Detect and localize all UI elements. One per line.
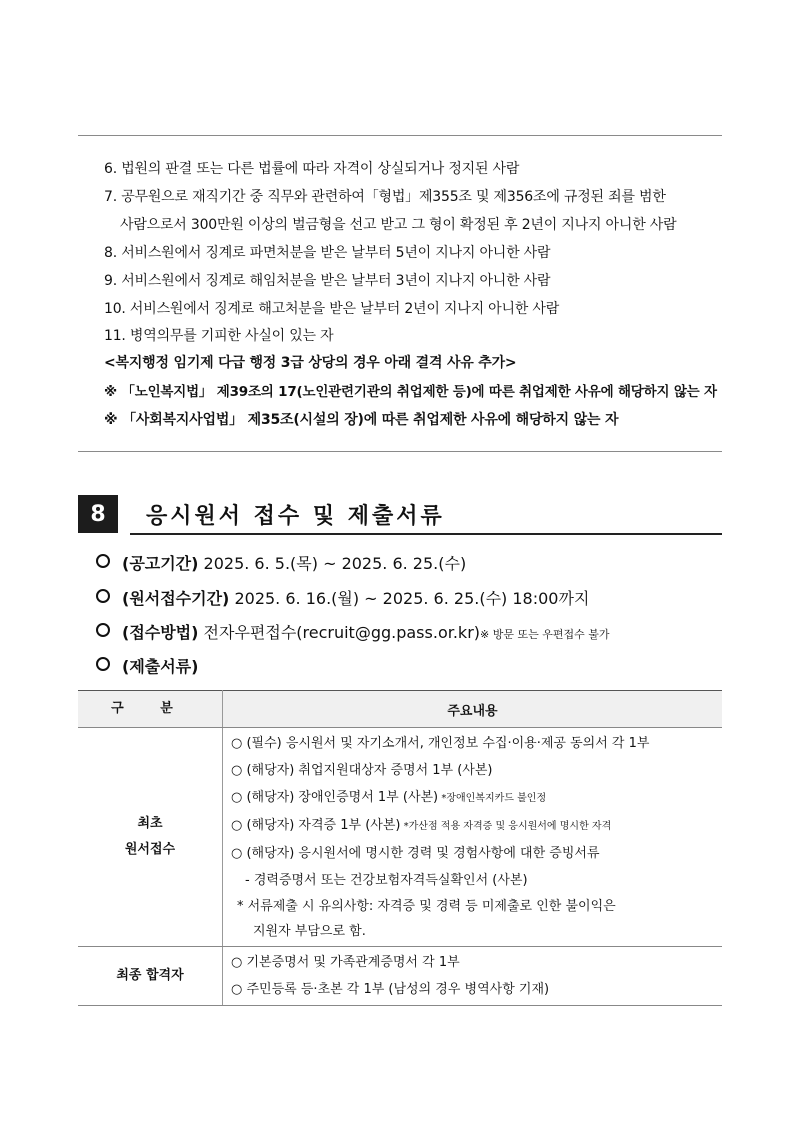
bullet-label: (공고기간) [122,554,199,573]
doc-item-note: *가산점 적용 자격증 및 응시원서에 명시한 자격 [400,821,612,832]
table-header-row [78,691,722,728]
doc-item-text: ○ (해당자) 취업지원대상자 증명서 1부 (사본) [231,763,493,778]
doc-item-text: ○ (해당자) 장애인증명서 1부 (사본) [231,790,439,805]
doc-item-text: ○ (해당자) 응시원서에 명시한 경력 및 경험사항에 대한 증빙서류 [231,846,600,861]
table-row-initial [78,728,722,947]
bullet-text: 2025. 6. 16.(월) ~ 2025. 6. 25.(수) 18:00까지 [229,589,590,608]
circle-bullet-icon [96,623,110,637]
section-number: 8 [78,495,118,533]
disqualification-6: 6. 법원의 판결 또는 다른 법률에 따라 자격이 상실되거나 정지된 사람 [104,161,520,177]
doc-item [231,784,722,812]
bullet-application-method [96,620,609,648]
disqualification-9: 9. 서비스원에서 징계로 해임처분을 받은 날부터 3년이 지나지 아니한 사람 [104,273,551,289]
extra-heading: <복지행정 임기제 다급 행정 3급 상당의 경우 아래 결격 사유 추가> [104,355,517,371]
extra-item-elderly: ※ 「노인복지법」 제39조의 17(노인관련기관의 취업제한 등)에 따른 취업제한 사유에 해당하지 않는 자 [104,384,717,400]
doc-sub-item: - 경력증명서 또는 건강보험자격득실확인서 (사본) [245,873,528,888]
row-content-initial [223,728,723,947]
bullet-application-period [96,586,589,612]
doc-item: ○ 기본증명서 및 가족관계증명서 각 1부 [231,955,460,970]
mid-rule [78,451,722,452]
bullet-text: 전자우편접수(recruit@gg.pass.or.kr) [198,623,481,642]
row-content-final [223,947,723,1006]
bullet-text: 2025. 6. 5.(목) ~ 2025. 6. 25.(수) [198,554,467,573]
header-content: 주요내용 [223,691,723,728]
disqualification-7-cont: 사람으로서 300만원 이상의 벌금형을 선고 받고 그 형이 확정된 후 2년이 지나지 아니한 사람 [120,217,677,233]
doc-item: ○ 주민등록 등·초본 각 1부 (남성의 경우 병역사항 기재) [231,982,550,997]
doc-item-text: ○ (필수) 응시원서 및 자기소개서, 개인정보 수집·이용·제공 동의서 각 1부 [231,736,650,751]
circle-bullet-icon [96,657,110,671]
doc-item [231,812,722,840]
header-category: 구 분 [78,691,223,728]
bullet-label: (접수방법) [122,623,199,642]
disqualification-7: 7. 공무원으로 재직기간 중 직무와 관련하여「형법」제355조 및 제356조에 규정된 죄를 범한 [104,189,666,205]
doc-item [231,757,722,784]
top-rule [78,135,722,136]
disqualification-11: 11. 병역의무를 기피한 사실이 있는 자 [104,328,334,344]
doc-caution: * 서류제출 시 유의사항: 자격증 및 경력 등 미제출로 인한 불이익은 [237,899,616,914]
disqualification-8: 8. 서비스원에서 징계로 파면처분을 받은 날부터 5년이 지나지 아니한 사람 [104,245,551,261]
disqualification-10: 10. 서비스원에서 징계로 해고처분을 받은 날부터 2년이 지나지 아니한 사람 [104,301,560,317]
section-title: 응시원서 접수 및 제출서류 [146,504,445,529]
doc-caution-cont: 지원자 부담으로 함. [253,924,366,939]
bullet-note: ※ 방문 또는 우편접수 불가 [480,628,610,641]
row-label-line2: 원서접수 [124,842,176,857]
row-label-line1: 최초 [137,816,163,831]
circle-bullet-icon [96,589,110,603]
section-title-underline [130,533,722,535]
table-row-final [78,947,722,1006]
row-label-initial [78,728,223,947]
extra-item-social: ※ 「사회복지사업법」 제35조(시설의 장)에 따른 취업제한 사유에 해당하지 않는 자 [104,412,619,428]
documents-table [78,690,722,1006]
doc-item [231,730,722,757]
bullet-label: (원서접수기간) [122,589,230,608]
bullet-notice-period [96,551,466,577]
doc-item-text: ○ (해당자) 자격증 1부 (사본) [231,818,401,833]
circle-bullet-icon [96,554,110,568]
bullet-documents [96,654,198,680]
doc-item-note: *장애인복지카드 불인정 [438,793,547,804]
doc-item [231,840,722,867]
bullet-label: (제출서류) [122,657,199,676]
row-label-final: 최종 합격자 [78,947,223,1006]
